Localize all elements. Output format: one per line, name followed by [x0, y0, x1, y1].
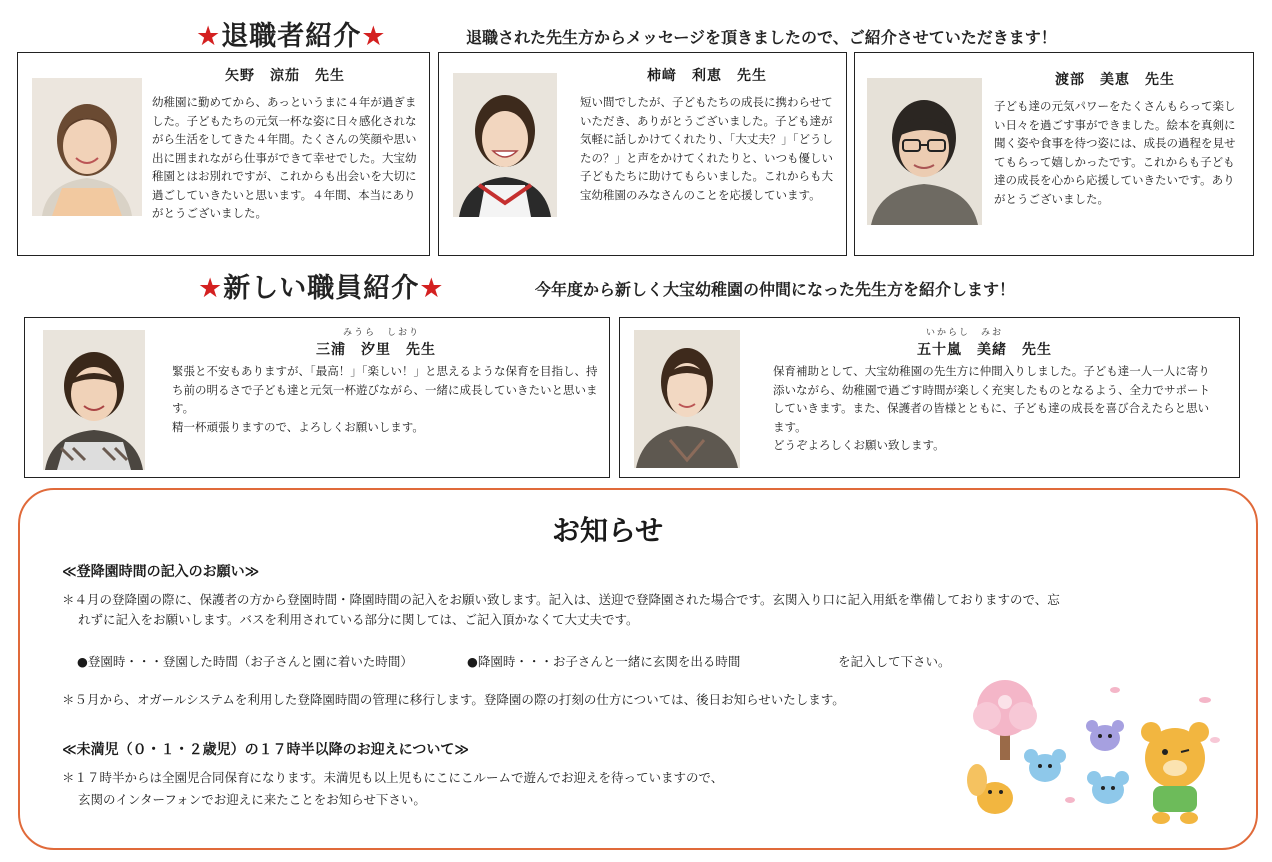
- notice-text: れずに記入をお願いします。バスを利用されている部分に関しては、ご記入頂かなくて大丈夫です。: [78, 612, 639, 627]
- retire-section-subtitle: 退職された先生方からメッセージを頂きましたので、ご紹介させていただきます！: [466, 28, 1057, 47]
- spring-animals-illustration: [965, 680, 1235, 830]
- notice-bullet-drop-in: ●登園時・・・登園した時間（お子さんと園に着いた時間）: [77, 654, 413, 669]
- new-title-text: 新しい職員紹介: [223, 273, 420, 304]
- teacher-photo: [32, 78, 142, 216]
- new-section-subtitle: 今年度から新しく大宝幼稚園の仲間になった先生方を紹介します！: [535, 280, 1016, 299]
- notice-text: ＊１７時半からは全園児合同保育になります。未満児も以上児もにこにこルームで遊んでお迎えを待っていますので、: [62, 770, 724, 785]
- teacher-message: 子ども達の元気パワーをたくさんもらって楽しい日々を過ごす事ができました。絵本を真剣に聞く姿や食事を待つ姿には、成長の過程を見せてもらって嬉しかったです。これからも子ども達の成長を心から応援していきたいです。ありがとうございました。: [994, 99, 1236, 206]
- retire-section-title: [196, 14, 386, 53]
- notice-bullet-tail: を記入して下さい。: [838, 654, 951, 669]
- star-icon: ★: [361, 21, 387, 52]
- new-section-title: [198, 266, 444, 305]
- teacher-message: 保育補助として、大宝幼稚園の先生方に仲間入りしました。子ども達一人一人に寄り添いながら、幼稚園で過ごす時間が楽しく充実したものとなるよう、全力でサポートしていきます。また、保護者の皆様とともに、子ども達の成長を喜び合えたらと思います。 どうぞよろしくお願い致します。: [773, 364, 1210, 452]
- new-card-miura: [24, 317, 610, 478]
- notice-text: ＊４月の登降園の際に、保護者の方から登園時間・降園時間の記入をお願い致します。記入は、送迎で登降園された場合です。玄関入り口に記入用紙を準備しておりますので、忘: [62, 592, 1060, 607]
- star-icon: ★: [196, 21, 222, 52]
- teacher-photo: [43, 330, 145, 470]
- teacher-name: 柿﨑 利恵 先生: [647, 68, 767, 84]
- notice-heading-attendance: ≪登降園時間の記入のお願い≫: [62, 564, 260, 580]
- teacher-photo: [867, 78, 982, 225]
- retire-card-watanabe: [854, 52, 1254, 256]
- teacher-message: 緊張と不安もありますが、「最高！」「楽しい！」と思えるような保育を目指し、持ち前の明るさで子ども達と元気一杯遊びながら、一緒に成長していきたいと思います。 精一杯頑張りますので、よろしくお願いします。: [172, 364, 598, 434]
- teacher-photo: [634, 330, 740, 468]
- retire-card-kakizaki: [438, 52, 847, 256]
- notice-heading-pickup: ≪未満児（０・１・２歳児）の１７時半以降のお迎えについて≫: [62, 742, 470, 758]
- teacher-name: 渡部 美恵 先生: [1055, 72, 1175, 88]
- retire-card-yano: [17, 52, 430, 256]
- star-icon: ★: [198, 273, 224, 304]
- teacher-name: 五十嵐 美緒 先生: [917, 342, 1052, 358]
- teacher-message: 幼稚園に勤めてから、あっというまに４年が過ぎました。子どもたちの元気一杯な姿に日々感化されながら生活をしてきた４年間。たくさんの笑顔や思い出に囲まれながら仕事ができて幸せでした。大宝幼稚園とはお別れですが、これからも出会いを大切に過ごしていきたいと思います。４年間、本当にありがとうございました。: [152, 95, 417, 220]
- retire-title-text: 退職者紹介: [221, 21, 362, 52]
- notice-title: お知らせ: [552, 514, 664, 547]
- teacher-name-ruby: みうら しおり: [343, 328, 421, 338]
- teacher-photo: [453, 73, 557, 217]
- notice-text: ＊５月から、オガールシステムを利用した登降園時間の管理に移行します。登降園の際の打刻の仕方については、後日お知らせいたします。: [62, 692, 845, 707]
- teacher-name: 三浦 汐里 先生: [316, 342, 436, 358]
- teacher-name-ruby: いからし みお: [926, 328, 1004, 338]
- teacher-name: 矢野 涼茄 先生: [225, 68, 345, 84]
- notice-text: 玄関のインターフォンでお迎えに来たことをお知らせ下さい。: [78, 792, 426, 807]
- notice-bullet-pick-up: ●降園時・・・お子さんと一緒に玄関を出る時間: [467, 654, 741, 669]
- new-card-igarashi: [619, 317, 1240, 478]
- teacher-message: 短い間でしたが、子どもたちの成長に携わらせていただき、ありがとうございました。子ども達が気軽に話しかけてくれたり、「大丈夫？」「どうしたの？」と声をかけてくれたりと、いつも優しい子どもたちに助けてもらいました。これからも大宝幼稚園のみなさんのことを応援しています。: [580, 95, 833, 202]
- star-icon: ★: [419, 273, 445, 304]
